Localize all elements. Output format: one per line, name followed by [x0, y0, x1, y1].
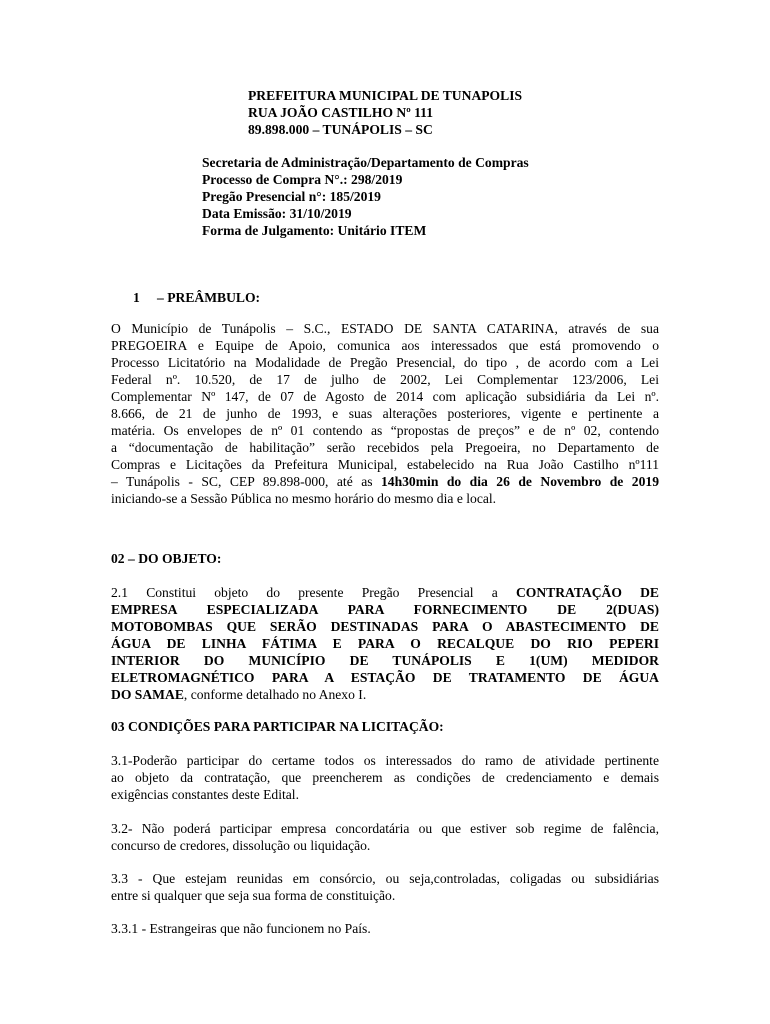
objeto-line-6: ELETROMAGNÉTICO PARA A ESTAÇÃO DE TRATAMENTO DE ÁGUA: [111, 670, 659, 685]
header-line-2: RUA JOÃO CASTILHO Nº 111: [248, 105, 434, 120]
preambulo-line-10: [111, 473, 659, 490]
section-2-heading: 02 – DO OBJETO:: [111, 551, 222, 566]
clause-3-3: [111, 870, 659, 904]
objeto-line-4: ÁGUA DE LINHA FÁTIMA E PARA O RECALQUE DO RIO PEPERI: [111, 636, 659, 651]
preambulo-line-3: Processo Licitatório na Modalidade de Pregão Presencial, do tipo , de acordo com a Lei: [111, 355, 659, 370]
preambulo-paragraph: [111, 320, 659, 507]
clause-3-1-line-2: ao objeto da contratação, que preencherem as condições de credenciamento e demais: [111, 770, 659, 785]
objeto-line-3: MOTOBOMBAS QUE SERÃO DESTINADAS PARA O ABASTECIMENTO DE: [111, 619, 659, 634]
section-1-number: 1: [133, 290, 140, 305]
objeto-line-1-text: 2.1 Constitui objeto do presente Pregão Presencial a: [111, 585, 516, 600]
objeto-line-5: INTERIOR DO MUNICÍPIO DE TUNÁPOLIS E 1(UM) MEDIDOR: [111, 653, 659, 668]
preambulo-line-1: O Município de Tunápolis – S.C., ESTADO DE SANTA CATARINA, através de sua: [111, 321, 659, 336]
clause-3-3-line-1: 3.3 - Que estejam reunidas em consórcio, ou seja,controladas, coligadas ou subsidiárias: [111, 871, 659, 886]
clause-3-2: [111, 820, 659, 854]
objeto-line-1: [111, 584, 659, 601]
session-datetime: 14h30min do dia 26 de Novembro de 2019: [380, 474, 659, 489]
section-1-title: – PREÂMBULO:: [157, 290, 261, 305]
clause-3-1-line-3: exigências constantes deste Edital.: [111, 787, 299, 802]
objeto-paragraph: [111, 584, 659, 703]
preambulo-line-5: Complementar Nº 147, de 07 de Agosto de 2014 com aplicação subsidiária da Lei nº.: [111, 389, 659, 404]
preambulo-line-10-text: – Tunápolis - SC, CEP 89.898-000, até as: [111, 474, 381, 489]
clause-3-1: [111, 752, 659, 803]
clause-3-1-line-1: 3.1-Poderão participar do certame todos os interessados do ramo de atividade pertinente: [111, 753, 659, 768]
preambulo-line-4: Federal nº. 10.520, de 17 de julho de 2002, Lei Complementar 123/2006, Lei: [111, 372, 659, 387]
objeto-line-7-bold: DO SAMAE: [111, 687, 184, 702]
section-3-heading: 03 CONDIÇÕES PARA PARTICIPAR NA LICITAÇÃO:: [111, 719, 444, 734]
clause-3-3-line-2: entre si qualquer que seja sua forma de constituição.: [111, 888, 396, 903]
preambulo-line-7: matéria. Os envelopes de nº 01 contendo as “propostas de preços” e de nº 02, contendo: [111, 423, 659, 438]
preambulo-line-8: a “documentação de habilitação” serão recebidos pela Pregoeira, no Departamento de: [111, 440, 659, 455]
header-line-3: 89.898.000 – TUNÁPOLIS – SC: [248, 122, 433, 137]
objeto-line-7: [111, 686, 659, 703]
meta-julgamento: Forma de Julgamento: Unitário ITEM: [202, 223, 427, 238]
preambulo-line-6: 8.666, de 21 de junho de 1993, e suas alterações posteriores, vigente e pertinente a: [111, 406, 659, 421]
section-1-heading: [133, 289, 260, 306]
meta-emissao: Data Emissão: 31/10/2019: [202, 206, 352, 221]
objeto-line-1-bold: CONTRATAÇÃO DE: [515, 585, 659, 600]
document-meta: [202, 154, 529, 239]
clause-3-2-line-1: 3.2- Não poderá participar empresa concordatária ou que estiver sob regime de falência,: [111, 821, 659, 836]
meta-processo: Processo de Compra N°.: 298/2019: [202, 172, 403, 187]
meta-secretaria: Secretaria de Administração/Departamento de Compras: [202, 155, 529, 170]
clause-3-3-1: 3.3.1 - Estrangeiras que não funcionem no País.: [111, 921, 371, 936]
preambulo-line-2: PREGOEIRA e Equipe de Apoio, comunica aos interessados que está promovendo o: [111, 338, 659, 353]
document-header: [248, 87, 522, 138]
preambulo-line-11: iniciando-se a Sessão Pública no mesmo horário do mesmo dia e local.: [111, 491, 497, 506]
objeto-line-2: EMPRESA ESPECIALIZADA PARA FORNECIMENTO DE 2(DUAS): [111, 602, 659, 617]
header-line-1: PREFEITURA MUNICIPAL DE TUNAPOLIS: [248, 88, 523, 103]
preambulo-line-9: Compras e Licitações da Prefeitura Municipal, estabelecido na Rua João Castilho nº111: [111, 457, 659, 472]
meta-pregao: Pregão Presencial n°: 185/2019: [202, 189, 381, 204]
clause-3-2-line-2: concurso de credores, dissolução ou liquidação.: [111, 838, 371, 853]
objeto-line-7-text: , conforme detalhado no Anexo I.: [183, 687, 367, 702]
